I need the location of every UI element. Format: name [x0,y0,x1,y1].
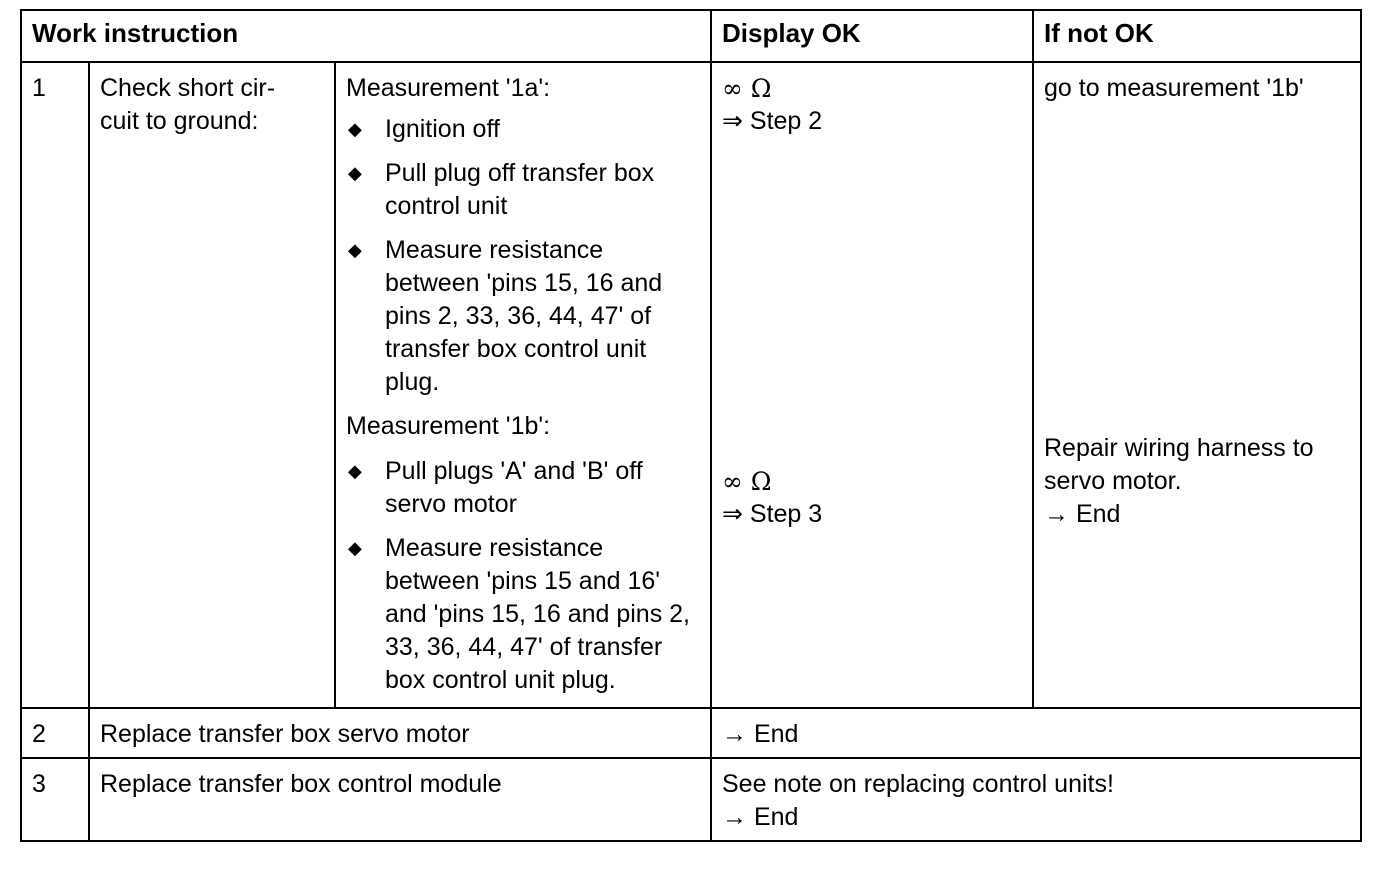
if-not-ok-1b: Repair wiring harness to servo motor. [1044,434,1314,495]
diamond-bullet-icon: ◆ [348,461,362,481]
display-ok-1b-next: ⇒ Step 3 [722,500,823,528]
list-item: ◆ Pull plugs 'A' and 'B' off servo motor [348,457,643,518]
display-ok-1a-value: ∞ Ω [722,74,772,103]
list-item: ◆ Measure resistance between 'pins 15, 16 and pins 2, 33, 36, 44, 47' of transfer box control unit plug. [348,236,663,396]
diamond-bullet-icon: ◆ [348,163,362,183]
step-number: 1 [21,62,89,708]
if-not-ok-cell [1033,62,1361,708]
table-row-step-1 [21,62,1361,708]
work-instruction-table [20,9,1362,842]
header-if-not-ok: If not OK [1033,10,1361,62]
diamond-bullet-icon: ◆ [348,240,362,260]
step-number: 2 [21,708,89,758]
table-row-step-3 [21,758,1361,841]
measurement-1b-steps [346,455,700,697]
header-work-instruction: Work instruction [21,10,711,62]
display-ok-cell [711,62,1033,708]
step-result: → End [711,708,1361,758]
list-item: ◆ Ignition off [346,113,700,146]
measurement-cell [335,62,711,708]
step-result [711,758,1361,841]
step-task [89,62,335,708]
if-not-ok-1a: go to measurement '1b' [1044,74,1304,102]
if-not-ok-1b-next: → End [1044,500,1121,528]
measurement-1a-steps [346,113,700,399]
diamond-bullet-icon: ◆ [348,119,362,139]
list-item: ◆ Pull plug off transfer box control unit [348,159,655,220]
step-task-line: cuit to ground: [100,107,259,135]
step-number: 3 [21,758,89,841]
step-task-line: Check short cir- [100,74,276,102]
measurement-1a [346,72,700,399]
measurement-1b-title: Measurement '1b': [346,412,551,440]
step-task: Replace transfer box control module [89,758,711,841]
header-row [21,10,1361,62]
diamond-bullet-icon: ◆ [348,538,362,558]
measurement-1a-title: Measurement '1a': [346,74,551,102]
table-row-step-2 [21,708,1361,758]
step-result-next: → End [722,803,799,831]
header-display-ok: Display OK [711,10,1033,62]
display-ok-1b-value: ∞ Ω [722,467,772,496]
step-result-note: See note on replacing control units! [722,770,1114,798]
measurement-1b [346,410,700,697]
list-item: ◆ Measure resistance between 'pins 15 and 16' and 'pins 15, 16 and pins 2, 33, 36, 44, 47' of transfer box control unit plug. [348,534,691,694]
display-ok-1a-next: ⇒ Step 2 [722,107,823,135]
step-task: Replace transfer box servo motor [89,708,711,758]
